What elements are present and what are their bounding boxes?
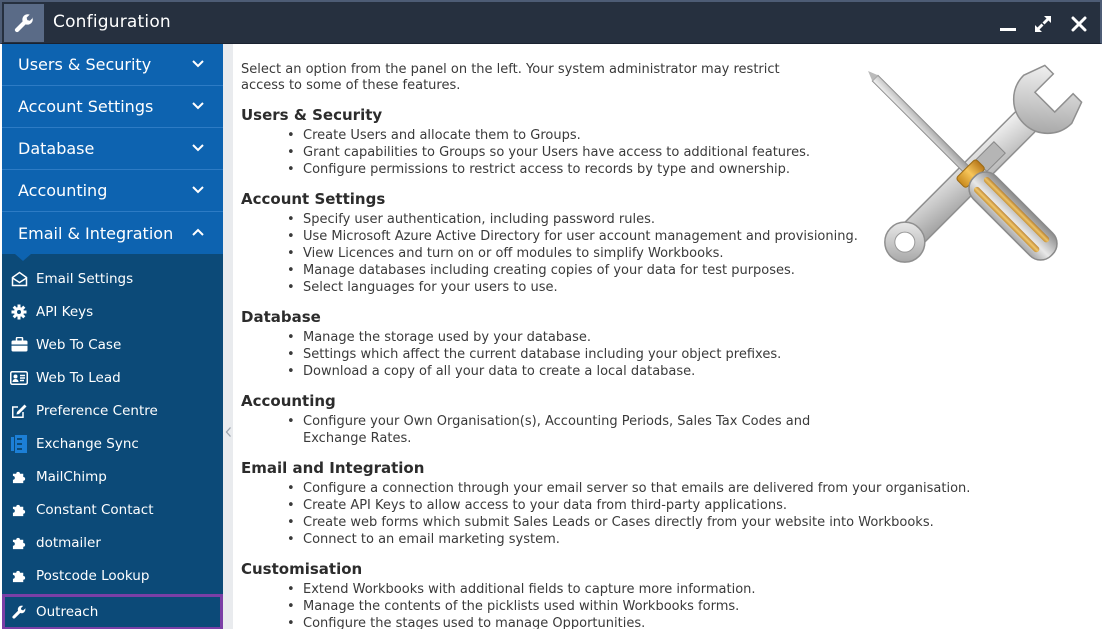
puzzle-icon	[10, 501, 28, 519]
section-heading: Database	[241, 308, 321, 326]
sidebar	[2, 44, 223, 629]
list-item: • Use Microsoft Azure Active Directory for user account management and provisioning.	[287, 228, 1071, 245]
sidebar-section-label: Database	[18, 139, 95, 158]
bullet-list	[287, 329, 1071, 380]
exchange-icon	[10, 435, 28, 453]
envelope-open-icon	[10, 270, 28, 288]
puzzle-icon	[10, 567, 28, 585]
sidebar-item-label: Email Settings	[36, 270, 134, 287]
list-item: • Select languages for your users to use.	[287, 279, 1071, 296]
sidebar-section-email-integration[interactable]	[2, 212, 223, 254]
list-item: • Download a copy of all your data to create a local database.	[287, 363, 1071, 380]
sidebar-item-label: Exchange Sync	[36, 435, 139, 452]
list-item: • Create web forms which submit Sales Leads or Cases directly from your website into Workbooks.	[287, 514, 1071, 531]
sidebar-item-web-to-case[interactable]	[2, 328, 223, 361]
bullet-list	[287, 413, 1071, 447]
list-item: • Create API Keys to allow access to your data from third-party applications.	[287, 497, 1071, 514]
collapse-handle[interactable]	[224, 422, 232, 442]
sidebar-item-label: Outreach	[36, 604, 99, 620]
sidebar-item-web-to-lead[interactable]	[2, 361, 223, 394]
puzzle-icon	[10, 468, 28, 486]
sidebar-item-label: Postcode Lookup	[36, 567, 150, 584]
minimize-icon	[999, 15, 1017, 33]
sidebar-section-account-settings[interactable]	[2, 86, 223, 128]
window-titlebar	[0, 0, 1102, 44]
list-item: • Manage the contents of the picklists used within Workbooks forms.	[287, 598, 1071, 615]
sidebar-section-label: Users & Security	[18, 55, 152, 74]
sidebar-item-label: Constant Contact	[36, 501, 154, 518]
sidebar-item-label: Web To Lead	[36, 369, 121, 386]
sidebar-item-mailchimp[interactable]	[2, 460, 223, 493]
chevron-left-icon	[225, 426, 232, 438]
sidebar-item-api-keys[interactable]	[2, 295, 223, 328]
sidebar-item-label: Preference Centre	[36, 402, 158, 419]
gear-icon	[10, 303, 28, 321]
tools-illustration-icon	[852, 48, 1092, 302]
list-item: • Manage databases including creating copies of your data for test purposes.	[287, 262, 1071, 279]
expand-icon	[1033, 14, 1053, 34]
wrench-icon	[4, 4, 44, 42]
list-item: • Connect to an email marketing system.	[287, 531, 1071, 548]
content-section-database	[241, 308, 1071, 380]
content-section-customisation	[241, 560, 1071, 629]
bullet-list	[287, 480, 1071, 548]
list-item: • Configure a connection through your email server so that emails are delivered from your organisation.	[287, 480, 1071, 497]
list-item: • View Licences and turn on or off modules to simplify Workbooks.	[287, 245, 1071, 262]
chevron-up-icon	[191, 227, 205, 237]
sidebar-sub-list	[2, 254, 223, 629]
wrench-icon	[10, 603, 28, 621]
content-section-accounting	[241, 392, 1071, 447]
sidebar-section-label: Email & Integration	[18, 223, 174, 243]
sidebar-section-label: Account Settings	[18, 97, 154, 116]
sidebar-item-label: MailChimp	[36, 468, 107, 485]
intro-text: Select an option from the panel on the left. Your system administrator may restrict access to some of these features.	[241, 62, 780, 93]
sidebar-item-label: API Keys	[36, 303, 94, 320]
briefcase-icon	[10, 336, 28, 354]
sidebar-item-label: Web To Case	[36, 336, 122, 353]
sidebar-item-email-settings[interactable]	[2, 262, 223, 295]
sidebar-item-preference-centre[interactable]	[2, 394, 223, 427]
sidebar-item-dotmailer[interactable]	[2, 526, 223, 559]
edit-icon	[10, 402, 28, 420]
sidebar-item-constant-contact[interactable]	[2, 493, 223, 526]
sidebar-item-exchange-sync[interactable]	[2, 427, 223, 460]
section-heading: Customisation	[241, 560, 363, 578]
list-item: • Configure permissions to restrict access to records by type and ownership.	[287, 161, 1071, 178]
sidebar-section-accounting[interactable]	[2, 170, 223, 212]
close-button[interactable]	[1067, 12, 1091, 36]
sidebar-section-label: Accounting	[18, 181, 108, 200]
list-item: • Configure your Own Organisation(s), Accounting Periods, Sales Tax Codes and Exchange Rates.	[287, 413, 857, 447]
chevron-down-icon	[191, 143, 205, 153]
list-item: • Specify user authentication, including password rules.	[287, 211, 1071, 228]
close-icon	[1071, 16, 1087, 32]
chevron-down-icon	[191, 101, 205, 111]
sidebar-item-outreach[interactable]	[2, 594, 223, 629]
section-pointer	[15, 254, 31, 261]
list-item: • Settings which affect the current database including your object prefixes.	[287, 346, 1071, 363]
list-item: • Manage the storage used by your database.	[287, 329, 1071, 346]
id-card-icon	[10, 369, 28, 387]
section-heading: Account Settings	[241, 190, 386, 208]
content-section-email-integration	[241, 459, 1071, 548]
sidebar-section-database[interactable]	[2, 128, 223, 170]
list-item: • Configure the stages used to manage Opportunities.	[287, 615, 1071, 629]
maximize-button[interactable]	[1031, 12, 1055, 36]
panel-splitter[interactable]	[223, 44, 233, 629]
section-heading: Users & Security	[241, 106, 383, 124]
section-heading: Accounting	[241, 392, 336, 410]
minimize-button[interactable]	[996, 12, 1020, 36]
bullet-list	[287, 581, 1071, 629]
puzzle-icon	[10, 534, 28, 552]
list-item: • Create Users and allocate them to Groups.	[287, 127, 1071, 144]
sidebar-item-label: dotmailer	[36, 534, 101, 551]
section-heading: Email and Integration	[241, 459, 425, 477]
window-title: Configuration	[53, 12, 171, 32]
list-item: • Extend Workbooks with additional fields to capture more information.	[287, 581, 1071, 598]
sidebar-section-users-security[interactable]	[2, 44, 223, 86]
chevron-down-icon	[191, 59, 205, 69]
chevron-down-icon	[191, 185, 205, 195]
list-item: • Grant capabilities to Groups so your Users have access to additional features.	[287, 144, 1071, 161]
sidebar-item-postcode-lookup[interactable]	[2, 559, 223, 592]
